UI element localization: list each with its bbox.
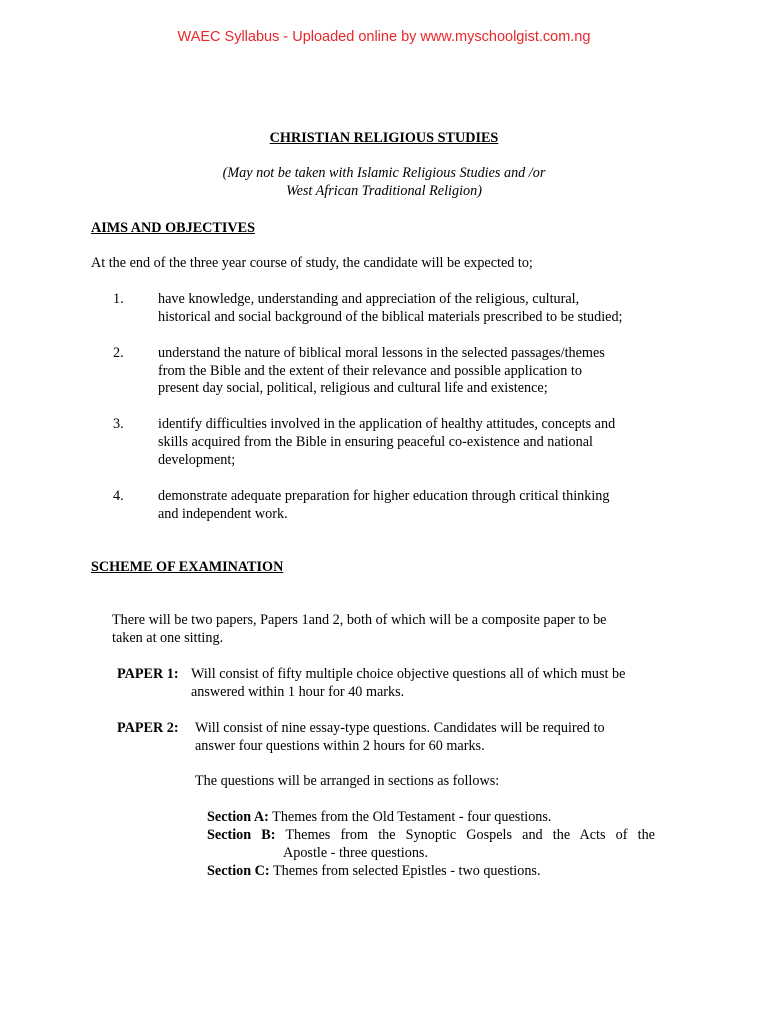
objective-line: skills acquired from the Bible in ensuring peaceful co-existence and national [158,434,593,450]
document-title: CHRISTIAN RELIGIOUS STUDIES [269,130,499,146]
paper-2-line-2: answer four questions within 2 hours for 60 marks. [195,738,485,754]
objective-line: historical and social background of the biblical materials prescribed to be studied; [158,309,623,325]
sections-intro: The questions will be arranged in sections as follows: [195,773,500,789]
paper-1-line-2: answered within 1 hour for 40 marks. [191,684,405,700]
section-text: Themes from selected Epistles - two questions. [272,863,541,879]
objective-number: 4. [113,488,124,504]
aims-intro: At the end of the three year course of study, the candidate will be expected to; [91,255,533,271]
section-label: Section C: [207,863,270,879]
section-text: Themes from the Old Testament - four questions. [272,809,552,825]
scheme-intro-line-2: taken at one sitting. [112,630,224,646]
paper-2-line-1: Will consist of nine essay-type questions. Candidates will be required to [195,720,605,736]
scheme-intro-line-1: There will be two papers, Papers 1and 2, both of which will be a composite paper to be [112,612,607,628]
objective-line: and independent work. [158,506,288,522]
paper-1-line-1: Will consist of fifty multiple choice objective questions all of which must be [191,666,626,682]
objective-line: present day social, political, religious and cultural life and existence; [158,380,548,396]
section-a-line [207,808,551,826]
scheme-heading: SCHEME OF EXAMINATION [91,559,284,575]
subtitle-line-1: (May not be taken with Islamic Religious Studies and /or [222,165,546,181]
aims-heading: AIMS AND OBJECTIVES [91,220,255,236]
objective-number: 3. [113,416,124,432]
section-label: Section B: [207,827,276,843]
section-label: Section A: [207,809,269,825]
section-text: Themes from the Synoptic Gospels and the Acts of the [285,827,655,843]
objective-line: from the Bible and the extent of their relevance and possible application to [158,363,582,379]
section-c-line [207,862,541,880]
objective-number: 1. [113,291,124,307]
objective-line: demonstrate adequate preparation for higher education through critical thinking [158,488,610,504]
section-b-line [207,826,655,844]
source-banner: WAEC Syllabus - Uploaded online by www.myschoolgist.com.ng [177,29,591,45]
objective-line: development; [158,452,236,468]
paper-2-label: PAPER 2: [117,720,179,736]
objective-number: 2. [113,345,124,361]
paper-1-label: PAPER 1: [117,666,179,682]
objective-line: have knowledge, understanding and appreciation of the religious, cultural, [158,291,580,307]
subtitle-line-2: West African Traditional Religion) [286,183,482,199]
section-b-continuation: Apostle - three questions. [283,845,428,861]
objective-line: understand the nature of biblical moral lessons in the selected passages/themes [158,345,605,361]
objective-line: identify difficulties involved in the application of healthy attitudes, concepts and [158,416,616,432]
